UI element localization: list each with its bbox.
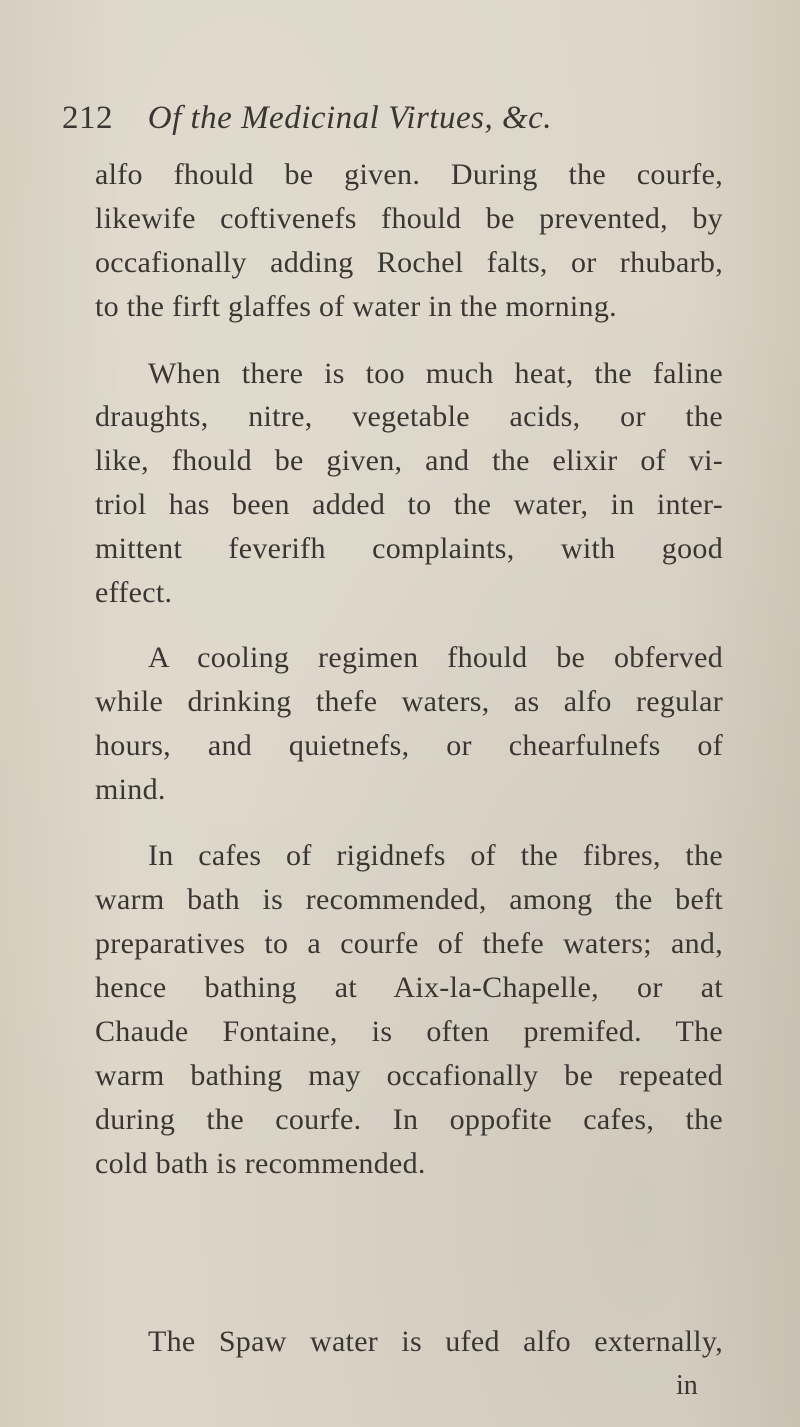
text-line: like, fhould be given, and the elixir of vi- bbox=[95, 444, 723, 477]
text-line: alfo fhould be given. During the courfe, bbox=[95, 158, 723, 191]
text-line: occafionally adding Rochel falts, or rhubarb, bbox=[95, 246, 723, 279]
text-line: cold bath is recommended. bbox=[95, 1147, 426, 1180]
text-line: In cafes of rigidnefs of the fibres, the bbox=[148, 839, 723, 872]
text-line: triol has been added to the water, in inter- bbox=[95, 488, 723, 521]
text-line: warm bath is recommended, among the beft bbox=[95, 883, 723, 916]
text-line: hours, and quietnefs, or chearfulnefs of bbox=[95, 729, 723, 762]
text-line: warm bathing may occafionally be repeated bbox=[95, 1059, 723, 1092]
text-line: mind. bbox=[95, 773, 166, 806]
text-line: while drinking thefe waters, as alfo regular bbox=[95, 685, 723, 718]
text-line: preparatives to a courfe of thefe waters; and, bbox=[95, 927, 723, 960]
text-line: during the courfe. In oppofite cafes, the bbox=[95, 1103, 723, 1136]
text-line: draughts, nitre, vegetable acids, or the bbox=[95, 400, 723, 433]
text-line: likewife coftivenefs fhould be prevented, by bbox=[95, 202, 723, 235]
text-line: mittent feverifh complaints, with good bbox=[95, 532, 723, 565]
running-header bbox=[62, 100, 552, 137]
text-line: The Spaw water is ufed alfo externally, bbox=[148, 1325, 723, 1358]
text-line: A cooling regimen fhould be obferved bbox=[148, 641, 723, 674]
page-number: 212 bbox=[62, 100, 113, 136]
text-line: hence bathing at Aix-la-Chapelle, or at bbox=[95, 971, 723, 1004]
text-line: effect. bbox=[95, 576, 173, 609]
text-line: Chaude Fontaine, is often premifed. The bbox=[95, 1015, 723, 1048]
catchword: in bbox=[676, 1370, 698, 1401]
text-line: to the firft glaffes of water in the morning. bbox=[95, 290, 617, 323]
running-title: Of the Medicinal Virtues, &c. bbox=[147, 100, 553, 136]
text-line: When there is too much heat, the faline bbox=[148, 357, 723, 390]
